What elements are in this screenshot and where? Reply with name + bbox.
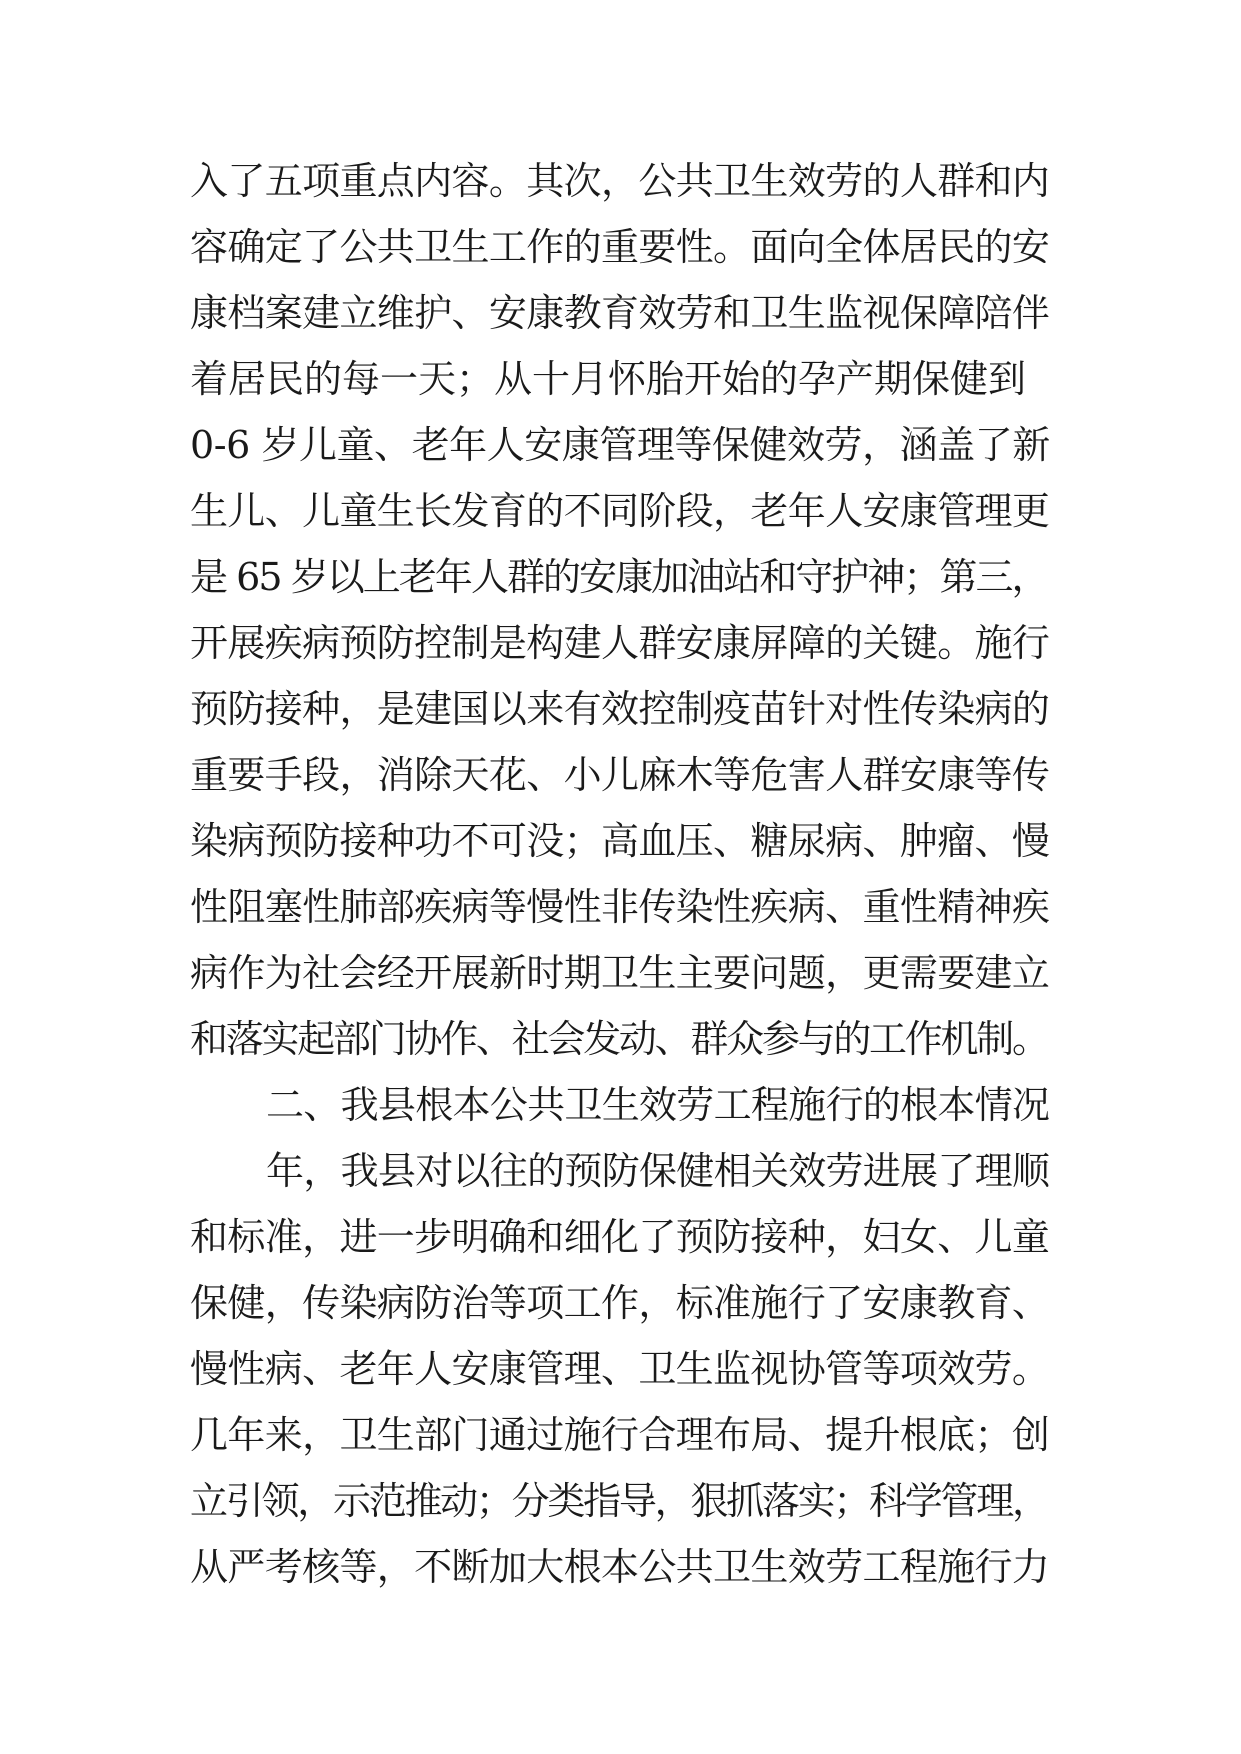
text-line: 从严考核等，不断加大根本公共卫生效劳工程施行力 (190, 1545, 1050, 1589)
text-line: 着居民的每一天；从十月怀胎开始的孕产期保健到 (190, 357, 1027, 401)
text-line: 保健，传染病防治等项工作，标准施行了安康教育、 (190, 1281, 1050, 1325)
text-line: 和标准，进一步明确和细化了预防接种，妇女、儿童 (190, 1215, 1050, 1259)
text-line: 是 65 岁以上老年人群的安康加油站和守护神；第三， (190, 555, 1048, 599)
paragraph-start-line: 年，我县对以往的预防保健相关效劳进展了理顺 (266, 1149, 1050, 1193)
text-line: 重要手段，消除天花、小儿麻木等危害人群安康等传 (190, 753, 1050, 797)
text-line: 几年来，卫生部门通过施行合理布局、提升根底；创 (190, 1413, 1050, 1457)
text-line: 预防接种，是建国以来有效控制疫苗针对性传染病的 (190, 687, 1050, 731)
text-line: 康档案建立维护、安康教育效劳和卫生监视保障陪伴 (190, 291, 1050, 335)
text-line: 染病预防接种功不可没；高血压、糖尿病、肿瘤、慢 (190, 819, 1050, 863)
text-line: 容确定了公共卫生工作的重要性。面向全体居民的安 (190, 225, 1050, 269)
text-line: 入了五项重点内容。其次，公共卫生效劳的人群和内 (190, 159, 1050, 203)
text-line: 慢性病、老年人安康管理、卫生监视协管等项效劳。 (190, 1347, 1050, 1391)
body-text (190, 148, 1050, 1600)
text-line: 生儿、儿童生长发育的不同阶段，老年人安康管理更 (190, 489, 1050, 533)
text-line: 病作为社会经开展新时期卫生主要问题，更需要建立 (190, 951, 1050, 995)
text-line: 和落实起部门协作、社会发动、群众参与的工作机制。 (190, 1017, 1048, 1061)
text-line: 开展疾病预防控制是构建人群安康屏障的关键。施行 (190, 621, 1050, 665)
text-line: 0-6 岁儿童、老年人安康管理等保健效劳，涵盖了新 (190, 423, 1050, 467)
text-line: 立引领，示范推动；分类指导，狠抓落实；科学管理， (190, 1479, 1048, 1523)
text-line: 性阻塞性肺部疾病等慢性非传染性疾病、重性精神疾 (190, 885, 1050, 929)
paragraph-start-line: 二、我县根本公共卫生效劳工程施行的根本情况 (266, 1083, 1050, 1127)
